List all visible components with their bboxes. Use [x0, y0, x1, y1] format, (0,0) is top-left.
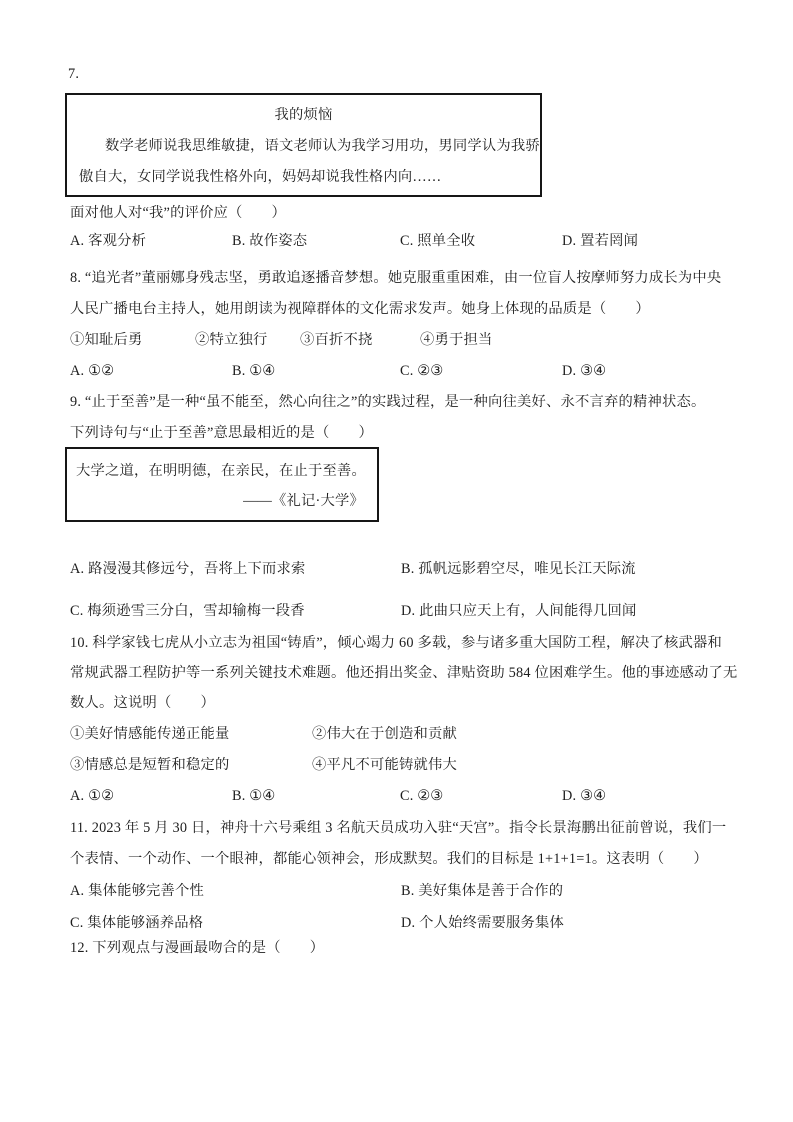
q10-item-1: ①美好情感能传递正能量: [70, 726, 230, 742]
q11-option-b: B. 美好集体是善于合作的: [401, 883, 564, 899]
q10-option-b: B. ①④: [232, 788, 276, 804]
q8-item-1: ①知耻后勇: [70, 332, 143, 348]
q9-option-d: D. 此曲只应天上有，人间能得几回闻: [401, 603, 637, 619]
q7-option-b: B. 故作姿态: [232, 233, 308, 249]
q7-stem: 面对他人对“我”的评价应（ ）: [70, 205, 287, 221]
q8-option-a: A. ①②: [70, 363, 115, 379]
q7-option-d: D. 置若罔闻: [562, 233, 639, 249]
q7-option-a: A. 客观分析: [70, 233, 147, 249]
q9-quote-source: ——《礼记·大学》: [243, 493, 364, 509]
q8-item-3: ③百折不挠: [300, 332, 373, 348]
q10-option-a: A. ①②: [70, 788, 115, 804]
q9-option-a: A. 路漫漫其修远兮，吾将上下而求索: [70, 561, 306, 577]
q7-box-title: 我的烦恼: [274, 107, 333, 123]
q8-stem-line-2: 人民广播电台主持人，她用朗读为视障群体的文化需求发声。她身上体现的品质是（ ）: [70, 301, 650, 317]
q10-stem-line-3: 数人。这说明（ ）: [70, 695, 215, 711]
q10-option-d: D. ③④: [562, 788, 607, 804]
q9-option-c: C. 梅须逊雪三分白，雪却输梅一段香: [70, 603, 305, 619]
q8-item-2: ②特立独行: [195, 332, 268, 348]
q11-option-a: A. 集体能够完善个性: [70, 883, 205, 899]
q7-material-box: [65, 93, 542, 197]
q12-stem: 12. 下列观点与漫画最吻合的是（ ）: [70, 940, 325, 956]
q7-box-line-1: 数学老师说我思维敏捷，语文老师认为我学习用功，男同学认为我骄: [105, 138, 540, 154]
q8-stem-line-1: 8. “追光者”董丽娜身残志坚，勇敢追逐播音梦想。她克服重重困难，由一位盲人按摩师努力成长为中央: [70, 270, 722, 286]
q11-stem-line-2: 个表情、一个动作、一个眼神，都能心领神会，形成默契。我们的目标是 1+1+1=1。这表明（ ）: [70, 851, 708, 867]
q8-option-c: C. ②③: [400, 363, 444, 379]
q7-number: 7.: [68, 66, 80, 82]
q8-option-d: D. ③④: [562, 363, 607, 379]
q10-item-4: ④平凡不可能铸就伟大: [312, 757, 457, 773]
q9-quote-box: [65, 447, 379, 522]
q9-stem-line-2: 下列诗句与“止于至善”意思最相近的是（ ）: [70, 425, 374, 441]
q9-stem-line-1: 9. “止于至善”是一种“虽不能至，然心向往之”的实践过程，是一种向往美好、永不言弃的精神状态。: [70, 394, 706, 410]
q11-option-d: D. 个人始终需要服务集体: [401, 915, 565, 931]
q11-stem-line-1: 11. 2023 年 5 月 30 日，神舟十六号乘组 3 名航天员成功入驻“天宫”。指令长景海鹏出征前曾说，我们一: [70, 820, 727, 836]
q11-option-c: C. 集体能够涵养品格: [70, 915, 204, 931]
q9-option-b: B. 孤帆远影碧空尽，唯见长江天际流: [401, 561, 636, 577]
q10-stem-line-1: 10. 科学家钱七虎从小立志为祖国“铸盾”，倾心竭力 60 多载，参与诸多重大国防工程，解决了核武器和: [70, 635, 722, 651]
q9-quote-line: 大学之道，在明明德，在亲民，在止于至善。: [76, 463, 366, 479]
q7-option-c: C. 照单全收: [400, 233, 476, 249]
q10-stem-line-2: 常规武器工程防护等一系列关键技术难题。他还捐出奖金、津贴资助 584 位困难学生。他的事迹感动了无: [70, 665, 738, 681]
q10-item-2: ②伟大在于创造和贡献: [312, 726, 457, 742]
q8-item-4: ④勇于担当: [420, 332, 493, 348]
q10-option-c: C. ②③: [400, 788, 444, 804]
q7-box-line-2: 傲自大，女同学说我性格外向，妈妈却说我性格内向……: [79, 169, 442, 185]
q8-option-b: B. ①④: [232, 363, 276, 379]
q10-item-3: ③情感总是短暂和稳定的: [70, 757, 230, 773]
